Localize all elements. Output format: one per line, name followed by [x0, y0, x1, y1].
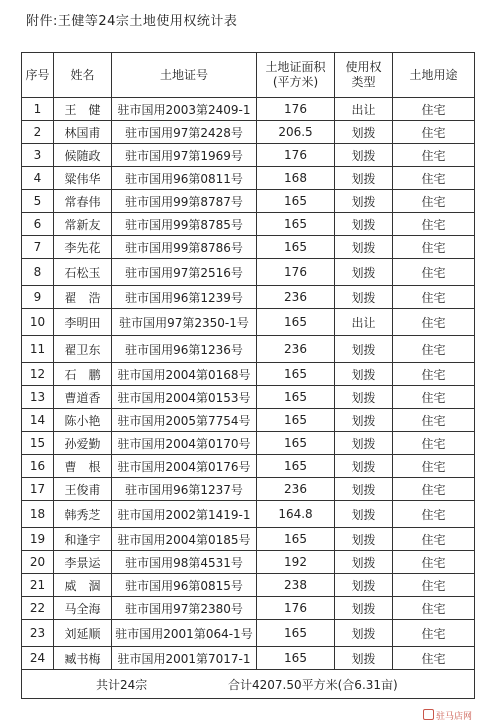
cell-seq: 23 [22, 620, 54, 647]
cell-use: 住宅 [393, 501, 475, 528]
cell-right-type: 划拨 [335, 336, 393, 363]
cell-use: 住宅 [393, 455, 475, 478]
table-row [22, 309, 475, 336]
cell-area: 192 [257, 551, 335, 574]
cell-area: 176 [257, 98, 335, 121]
cell-use: 住宅 [393, 409, 475, 432]
cell-seq: 10 [22, 309, 54, 336]
cell-area: 165 [257, 213, 335, 236]
cell-area: 236 [257, 478, 335, 501]
cell-right-type: 划拨 [335, 551, 393, 574]
table-header-row [22, 53, 475, 98]
cell-name: 石松玉 [54, 259, 112, 286]
cell-right-type: 划拨 [335, 236, 393, 259]
table-row [22, 144, 475, 167]
cell-right-type: 出让 [335, 309, 393, 336]
table-row [22, 455, 475, 478]
table-row [22, 259, 475, 286]
cell-area: 165 [257, 236, 335, 259]
cell-right-type: 划拨 [335, 432, 393, 455]
cell-use: 住宅 [393, 574, 475, 597]
header-area [257, 53, 335, 98]
table-row [22, 501, 475, 528]
cell-seq: 14 [22, 409, 54, 432]
cell-area: 165 [257, 528, 335, 551]
land-use-table [21, 52, 475, 699]
cell-area: 165 [257, 620, 335, 647]
table-row [22, 386, 475, 409]
cell-seq: 15 [22, 432, 54, 455]
cell-use: 住宅 [393, 478, 475, 501]
cell-use: 住宅 [393, 213, 475, 236]
cell-name: 石 鹏 [54, 363, 112, 386]
header-right-type [335, 53, 393, 98]
cell-seq: 3 [22, 144, 54, 167]
table-row [22, 236, 475, 259]
logo-icon [423, 709, 434, 720]
cell-use: 住宅 [393, 309, 475, 336]
cell-right-type: 划拨 [335, 286, 393, 309]
cell-name: 王 健 [54, 98, 112, 121]
cell-name: 粱伟华 [54, 167, 112, 190]
cell-seq: 12 [22, 363, 54, 386]
cell-area: 165 [257, 432, 335, 455]
cell-cert: 驻市国用97第2428号 [112, 121, 257, 144]
cell-use: 住宅 [393, 259, 475, 286]
cell-use: 住宅 [393, 432, 475, 455]
cell-area: 238 [257, 574, 335, 597]
cell-name: 林国甫 [54, 121, 112, 144]
cell-area: 176 [257, 597, 335, 620]
cell-name: 常新友 [54, 213, 112, 236]
summary-row [22, 670, 475, 699]
cell-cert: 驻市国用2002第1419-1 [112, 501, 257, 528]
cell-name: 臧书梅 [54, 647, 112, 670]
cell-name: 马全海 [54, 597, 112, 620]
cell-use: 住宅 [393, 647, 475, 670]
cell-use: 住宅 [393, 620, 475, 647]
cell-area: 165 [257, 190, 335, 213]
cell-cert: 驻市国用99第8786号 [112, 236, 257, 259]
cell-right-type: 划拨 [335, 478, 393, 501]
header-cert: 土地证号 [112, 53, 257, 98]
table-row [22, 286, 475, 309]
cell-cert: 驻市国用2001第064-1号 [112, 620, 257, 647]
cell-use: 住宅 [393, 167, 475, 190]
cell-name: 孙爱勤 [54, 432, 112, 455]
cell-area: 165 [257, 309, 335, 336]
summary-count: 共计24宗 [96, 677, 148, 692]
cell-right-type: 划拨 [335, 259, 393, 286]
cell-right-type: 划拨 [335, 213, 393, 236]
page-title: 附件:王健等24宗土地使用权统计表 [26, 14, 238, 29]
header-seq: 序号 [22, 53, 54, 98]
table-row [22, 647, 475, 670]
cell-seq: 16 [22, 455, 54, 478]
table-row [22, 98, 475, 121]
cell-use: 住宅 [393, 121, 475, 144]
cell-seq: 21 [22, 574, 54, 597]
cell-right-type: 划拨 [335, 647, 393, 670]
cell-area: 176 [257, 144, 335, 167]
header-area-line1: 土地证面积 [265, 60, 326, 74]
header-right-type-line2: 类型 [351, 75, 376, 89]
table-row [22, 432, 475, 455]
cell-name: 李景运 [54, 551, 112, 574]
cell-seq: 1 [22, 98, 54, 121]
cell-name: 陈小艳 [54, 409, 112, 432]
header-area-line2: (平方米) [272, 75, 319, 89]
cell-use: 住宅 [393, 286, 475, 309]
cell-cert: 驻市国用97第2350-1号 [112, 309, 257, 336]
cell-cert: 驻市国用2004第0185号 [112, 528, 257, 551]
table-row [22, 190, 475, 213]
cell-name: 翟卫东 [54, 336, 112, 363]
cell-cert: 驻市国用97第2380号 [112, 597, 257, 620]
table-row [22, 336, 475, 363]
cell-right-type: 划拨 [335, 121, 393, 144]
cell-name: 李明田 [54, 309, 112, 336]
summary-cell [22, 670, 475, 699]
table-row [22, 167, 475, 190]
cell-area: 168 [257, 167, 335, 190]
cell-area: 164.8 [257, 501, 335, 528]
cell-use: 住宅 [393, 190, 475, 213]
cell-seq: 7 [22, 236, 54, 259]
cell-right-type: 划拨 [335, 167, 393, 190]
cell-right-type: 划拨 [335, 455, 393, 478]
cell-area: 236 [257, 336, 335, 363]
cell-right-type: 划拨 [335, 386, 393, 409]
cell-name: 翟 浩 [54, 286, 112, 309]
table-row [22, 478, 475, 501]
cell-cert: 驻市国用99第8785号 [112, 213, 257, 236]
cell-seq: 9 [22, 286, 54, 309]
cell-name: 候随政 [54, 144, 112, 167]
table-row [22, 363, 475, 386]
cell-right-type: 划拨 [335, 409, 393, 432]
cell-use: 住宅 [393, 363, 475, 386]
cell-right-type: 划拨 [335, 190, 393, 213]
cell-use: 住宅 [393, 597, 475, 620]
table-row [22, 213, 475, 236]
cell-area: 165 [257, 386, 335, 409]
cell-use: 住宅 [393, 551, 475, 574]
cell-cert: 驻市国用99第8787号 [112, 190, 257, 213]
watermark-text: 驻马店网 [435, 712, 472, 722]
cell-seq: 4 [22, 167, 54, 190]
cell-right-type: 划拨 [335, 574, 393, 597]
cell-seq: 13 [22, 386, 54, 409]
table-row [22, 528, 475, 551]
table-row [22, 574, 475, 597]
cell-cert: 驻市国用2001第7017-1 [112, 647, 257, 670]
cell-cert: 驻市国用97第2516号 [112, 259, 257, 286]
cell-seq: 19 [22, 528, 54, 551]
table-row [22, 597, 475, 620]
cell-use: 住宅 [393, 98, 475, 121]
cell-cert: 驻市国用2004第0153号 [112, 386, 257, 409]
cell-seq: 11 [22, 336, 54, 363]
cell-seq: 8 [22, 259, 54, 286]
cell-area: 206.5 [257, 121, 335, 144]
cell-name: 李先花 [54, 236, 112, 259]
cell-area: 165 [257, 363, 335, 386]
cell-seq: 6 [22, 213, 54, 236]
table-row [22, 620, 475, 647]
cell-area: 165 [257, 409, 335, 432]
watermark-logo [423, 709, 472, 722]
header-right-type-line1: 使用权 [345, 60, 382, 74]
cell-seq: 24 [22, 647, 54, 670]
cell-right-type: 划拨 [335, 620, 393, 647]
cell-area: 165 [257, 647, 335, 670]
cell-seq: 5 [22, 190, 54, 213]
cell-cert: 驻市国用96第1237号 [112, 478, 257, 501]
cell-seq: 2 [22, 121, 54, 144]
cell-use: 住宅 [393, 528, 475, 551]
cell-right-type: 划拨 [335, 144, 393, 167]
cell-name: 刘延顺 [54, 620, 112, 647]
table-row [22, 121, 475, 144]
cell-cert: 驻市国用96第0815号 [112, 574, 257, 597]
header-use: 土地用途 [393, 53, 475, 98]
cell-seq: 20 [22, 551, 54, 574]
cell-name: 曹道香 [54, 386, 112, 409]
cell-cert: 驻市国用98第4531号 [112, 551, 257, 574]
cell-right-type: 划拨 [335, 363, 393, 386]
cell-cert: 驻市国用2005第7754号 [112, 409, 257, 432]
cell-use: 住宅 [393, 336, 475, 363]
cell-right-type: 划拨 [335, 501, 393, 528]
cell-cert: 驻市国用96第0811号 [112, 167, 257, 190]
cell-area: 176 [257, 259, 335, 286]
cell-use: 住宅 [393, 144, 475, 167]
cell-seq: 17 [22, 478, 54, 501]
cell-cert: 驻市国用2004第0168号 [112, 363, 257, 386]
cell-right-type: 划拨 [335, 597, 393, 620]
cell-cert: 驻市国用96第1236号 [112, 336, 257, 363]
cell-name: 和逢宇 [54, 528, 112, 551]
table-row [22, 551, 475, 574]
cell-area: 236 [257, 286, 335, 309]
table-row [22, 409, 475, 432]
cell-name: 韩秀芝 [54, 501, 112, 528]
cell-name: 王俊甫 [54, 478, 112, 501]
summary-total: 合计4207.50平方米(合6.31亩) [228, 677, 398, 692]
cell-right-type: 出让 [335, 98, 393, 121]
cell-area: 165 [257, 455, 335, 478]
cell-name: 威 涸 [54, 574, 112, 597]
cell-right-type: 划拨 [335, 528, 393, 551]
cell-cert: 驻市国用2003第2409-1 [112, 98, 257, 121]
cell-cert: 驻市国用2004第0170号 [112, 432, 257, 455]
cell-name: 常春伟 [54, 190, 112, 213]
cell-seq: 22 [22, 597, 54, 620]
cell-use: 住宅 [393, 236, 475, 259]
header-name: 姓名 [54, 53, 112, 98]
cell-use: 住宅 [393, 386, 475, 409]
cell-cert: 驻市国用97第1969号 [112, 144, 257, 167]
cell-cert: 驻市国用96第1239号 [112, 286, 257, 309]
cell-name: 曹 根 [54, 455, 112, 478]
cell-cert: 驻市国用2004第0176号 [112, 455, 257, 478]
cell-seq: 18 [22, 501, 54, 528]
